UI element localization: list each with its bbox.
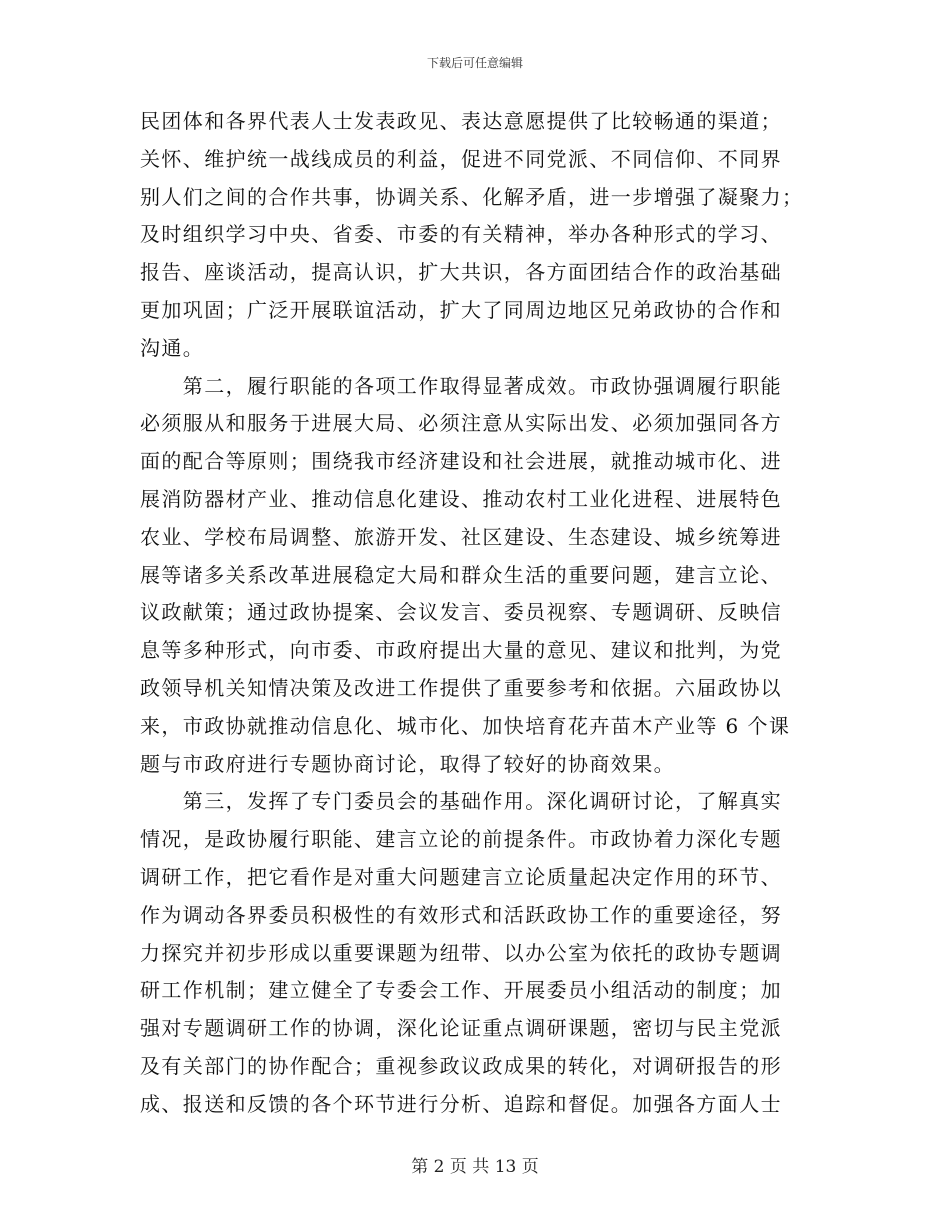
text-line: 及时组织学习中央、省委、市委的有关精神，举办各种形式的学习、 <box>140 222 782 247</box>
text-line: 必须服从和服务于进展大局、必须注意从实际出发、必须加强同各方 <box>140 411 782 436</box>
text-line: 面的配合等原则；围绕我市经济建设和社会进展，就推动城市化、进 <box>140 449 782 474</box>
text-line: 强对专题调研工作的协调，深化论证重点调研课题，密切与民主党派 <box>140 1016 782 1041</box>
text-line: 及有关部门的协作配合；重视参政议政成果的转化，对调研报告的形 <box>140 1053 782 1078</box>
text-line: 关怀、维护统一战线成员的利益，促进不同党派、不同信仰、不同界 <box>140 146 782 171</box>
page-header: 下载后可任意编辑 <box>426 56 523 70</box>
text-line: 议政献策；通过政协提案、会议发言、委员视察、专题调研、反映信 <box>140 600 782 625</box>
text-line: 题与市政府进行专题协商讨论，取得了较好的协商效果。 <box>140 751 675 776</box>
text-line: 力探究并初步形成以重要课题为纽带、以办公室为依托的政协专题调 <box>140 940 782 965</box>
document-body <box>140 103 805 1124</box>
text-line: 息等多种形式，向市委、市政府提出大量的意见、建议和批判，为党 <box>140 638 782 663</box>
text-line: 第二，履行职能的各项工作取得显著成效。市政协强调履行职能 <box>140 373 782 398</box>
text-line: 研工作机制；建立健全了专委会工作、开展委员小组活动的制度；加 <box>140 978 782 1003</box>
text-line: 政领导机关知情决策及改进工作提供了重要参考和依据。六届政协以 <box>140 675 782 700</box>
text-line: 展消防器材产业、推动信息化建设、推动农村工业化进程、进展特色 <box>140 486 782 511</box>
text-line: 成、报送和反馈的各个环节进行分析、追踪和督促。加强各方面人士 <box>140 1091 782 1116</box>
page-number: 第 2 页 共 13 页 <box>411 1157 539 1177</box>
text-line: 农业、学校布局调整、旅游开发、社区建设、生态建设、城乡统筹进 <box>140 524 782 549</box>
text-line: 展等诸多关系改革进展稳定大局和群众生活的重要问题，建言立论、 <box>140 562 782 587</box>
text-line: 沟通。 <box>140 335 205 360</box>
text-line: 情况，是政协履行职能、建言立论的前提条件。市政协着力深化专题 <box>140 827 782 852</box>
text-line: 作为调动各界委员积极性的有效形式和活跃政协工作的重要途径，努 <box>140 902 782 927</box>
text-line: 调研工作，把它看作是对重大问题建言立论质量起决定作用的环节、 <box>140 864 782 889</box>
text-line: 第三，发挥了专门委员会的基础作用。深化调研讨论，了解真实 <box>140 789 782 814</box>
text-line: 更加巩固；广泛开展联谊活动，扩大了同周边地区兄弟政协的合作和 <box>140 297 782 322</box>
text-line: 来，市政协就推动信息化、城市化、加快培育花卉苗木产业等 6 个课 <box>140 713 791 738</box>
text-line: 民团体和各界代表人士发表政见、表达意愿提供了比较畅通的渠道； <box>140 109 782 133</box>
text-line: 报告、座谈活动，提高认识，扩大共识，各方面团结合作的政治基础 <box>140 260 782 285</box>
text-line: 别人们之间的合作共事，协调关系、化解矛盾，进一步增强了凝聚力； <box>140 184 804 209</box>
